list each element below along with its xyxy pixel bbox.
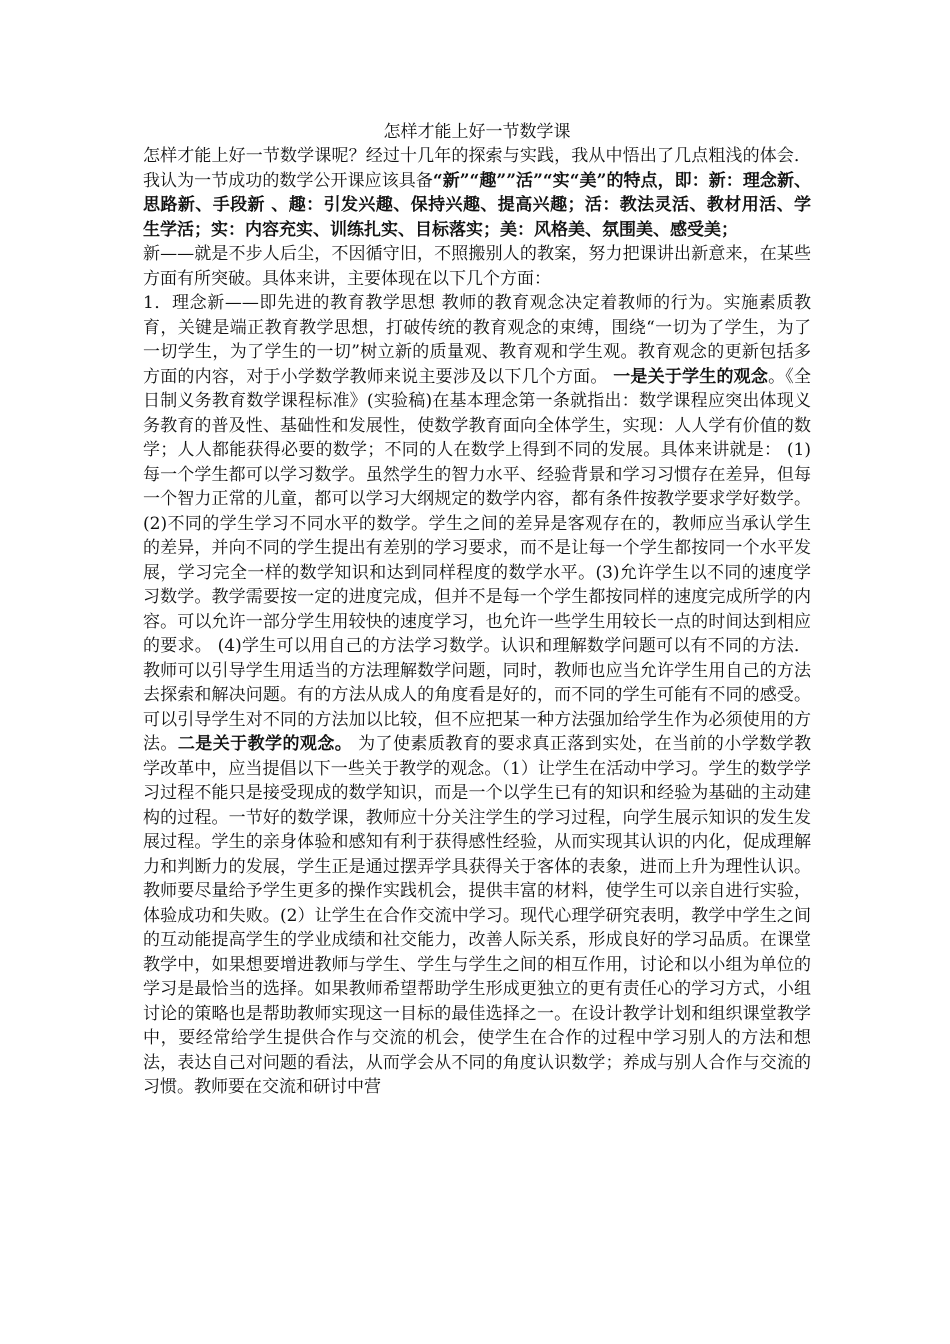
- intro-text: 怎样才能上好一节数学课呢？经过十几年的探索与实践，我从中悟出了几点粗浅的体会．我认为一节成功的数学公开课应该具备: [143, 146, 811, 191]
- paragraph-new: 新——就是不步人后尘，不因循守旧，不照搬别人的教案，努力把课讲出新意来，在某些方面有所突破。具体来讲，主要体现在以下几个方面：: [143, 244, 811, 289]
- teaching-concept-heading: 二是关于教学的观念。: [177, 734, 353, 754]
- paragraph-concept-new: [143, 291, 811, 1100]
- teaching-concept-text: 为了使素质教育的要求真正落到实处，在当前的小学数学教学改革中，应当提倡以下一些关于教学的观念。（1）让学生在活动中学习。学生的数学学习过程不能只是接受现成的数学知识，而是一个以学生已有的知识和经验为基础的主动建构的过程。一节好的数学课，教师应十分关注学生的学习过程，向学生展示知识的发生发展过程。学生的亲身体验和感知有利于获得感性经验，从而实现其认识的内化，促成理解力和判断力的发展，学生正是通过摆弄学具获得关于客体的表象，进而上升为理性认识。教师要尽量给予学生更多的操作实践机会，提供丰富的材料，使学生可以亲自进行实验，体验成功和失败。(2）让学生在合作交流中学习。现代心理学研究表明，教学中学生之间的互动能提高学生的学业成绩和社交能力，改善人际关系，形成良好的学习品质。在课堂教学中，如果想要增进教师与学生、学生与学生之间的相互作用，讨论和以小组为单位的学习是最恰当的选择。如果教师希望帮助学生形成更独立的更有责任心的学习方式，小组讨论的策略也是帮助教师实现这一目标的最佳选择之一。在设计教学计划和组织课堂教学中，要经常给学生提供合作与交流的机会，使学生在合作的过程中学习别人的方法和想法，表达自己对问题的看法，从而学会从不同的角度认识数学；养成与别人合作与交流的习惯。教师要在交流和研讨中营: [143, 734, 812, 1097]
- intro-bold-text: “新”“趣””活”“实“美”的特点，即：新：理念新、思路新、手段新 、趣：引发兴趣、保持兴趣、提高兴趣；活：教法灵活、教材用活、学生学活；实：内容充实、训练扎实、目标落实；美：风格美、氛围美、感受美；: [143, 170, 811, 240]
- document-page: [143, 120, 811, 1100]
- document-title: 怎样才能上好一节数学课: [383, 122, 571, 142]
- student-concept-text: 。《全日制义务教育数学课程标准》(实验稿)在基本理念第一条就指出：数学课程应突出体现义务教育的普及性、基础性和发展性，使数学教育面向全体学生，实现：人人学有价值的数学；人人都能获得必要的数学；不同的人在数学上得到不同的发展。具体来讲就是： (1)每一个学生都可以学习数学。虽然学生的智力水平、经验背景和学习习惯存在差异，但每一个智力正常的儿童，都可以学习大纲规定的数学内容，都有条件按教学要求学好数学。(2)不同的学生学习不同水平的数学。学生之间的差异是客观存在的，教师应当承认学生的差异，并向不同的学生提出有差别的学习要求，而不是让每一个学生都按同一个水平发展，学习完全一样的数学知识和达到同样程度的数学水平。(3)允许学生以不同的速度学习数学。教学需要按一定的进度完成，但并不是每一个学生都按同样的速度完成所学的内容。可以允许一部分学生用较快的速度学习，也允许一些学生用较长一点的时间达到相应的要求。 (4)学生可以用自己的方法学习数学。认识和理解数学问题可以有不同的方法．教师可以引导学生用适当的方法理解数学问题，同时，教师也应当允许学生用自己的方法去探索和解决问题。有的方法从成人的角度看是好的，而不同的学生可能有不同的感受。可以引导学生对不同的方法加以比较，但不应把某一种方法强加给学生作为必须使用的方法。: [143, 366, 812, 754]
- intro-paragraph: [143, 144, 811, 242]
- concept-intro-text: 1．理念新——即先进的教育教学思想 教师的教育观念决定着教师的行为。实施素质教育，关键是端正教育教学思想，打破传统的教育观念的束缚，围绕“一切为了学生，为了一切学生，为了学生的一切”树立新的质量观、教育观和学生观。教育观念的更新包括多方面的内容，对于小学数学教师来说主要涉及以下几个方面。: [143, 293, 811, 387]
- student-concept-heading: 一是关于学生的观念: [613, 366, 769, 387]
